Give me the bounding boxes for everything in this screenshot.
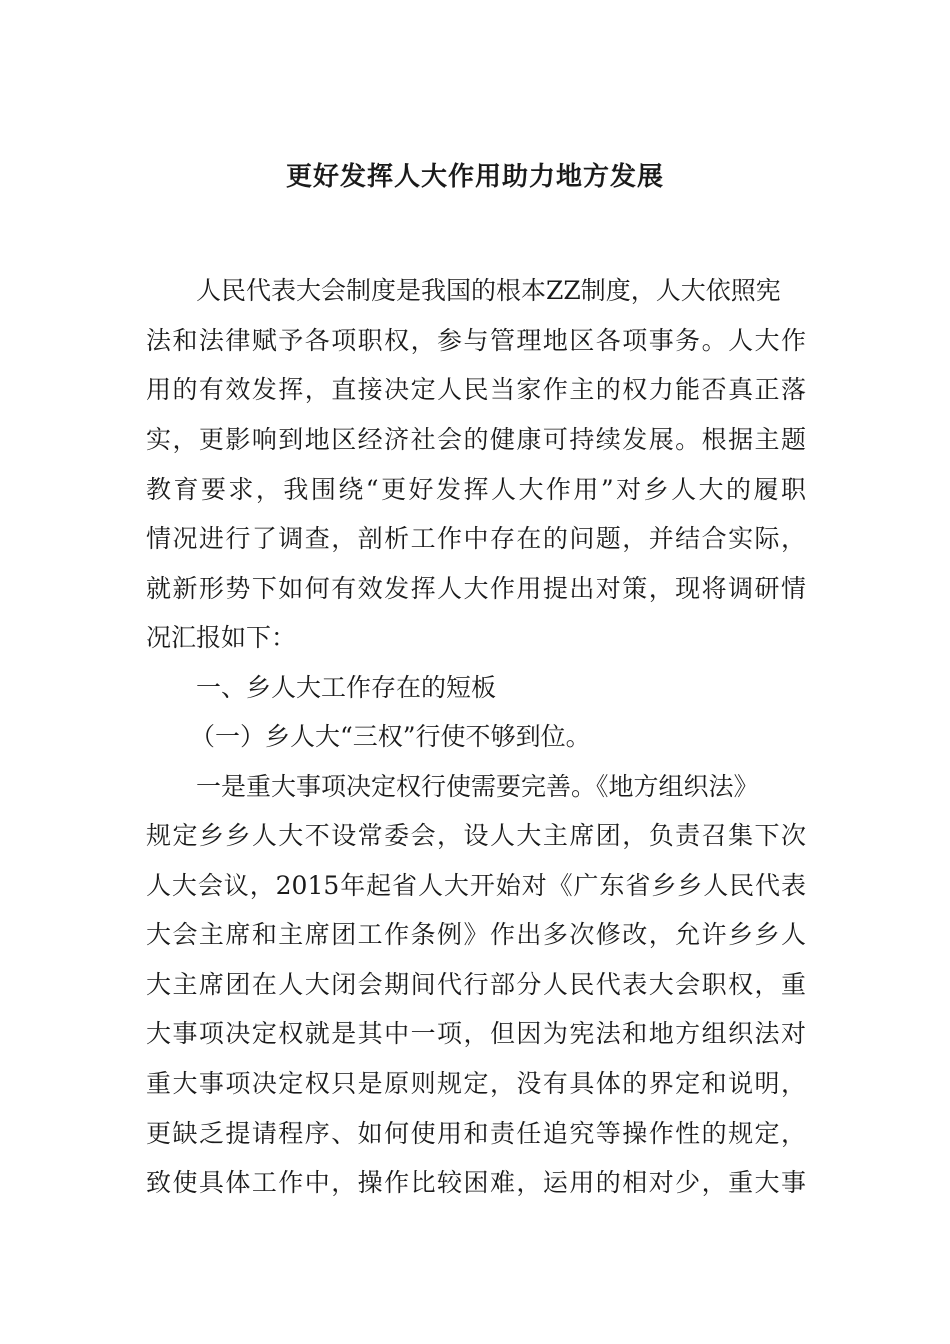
paragraph-line: 大会主席和主席团工作条例》作出多次修改，允许乡乡人 [146,920,806,949]
paragraph-line: 法和法律赋予各项职权，参与管理地区各项事务。人大作 [146,326,806,355]
paragraph-line: 就新形势下如何有效发挥人大作用提出对策，现将调研情 [146,574,806,603]
paragraph-line: 用的有效发挥，直接决定人民当家作主的权力能否真正落 [146,375,806,404]
paragraph-line: 重大事项决定权只是原则规定，没有具体的界定和说明， [146,1069,806,1098]
paragraph-line: 致使具体工作中，操作比较困难，运用的相对少，重大事 [146,1168,806,1197]
paragraph-line: 一是重大事项决定权行使需要完善。《地方组织法》 [196,772,759,801]
paragraph-line: 人大会议，2015年起省人大开始对《广东省乡乡人民代表 [146,871,806,900]
paragraph-line: 人民代表大会制度是我国的根本ZZ制度，人大依照宪 [196,276,781,305]
section-heading: 一、乡人大工作存在的短板 [196,673,497,702]
paragraph-line: 更缺乏提请程序、如何使用和责任追究等操作性的规定， [146,1119,806,1148]
paragraph-line: 教育要求，我围绕“更好发挥人大作用”对乡人大的履职 [146,475,806,504]
paragraph-line: 实，更影响到地区经济社会的健康可持续发展。根据主题 [146,425,806,454]
paragraph-line: 规定乡乡人大不设常委会，设人大主席团，负责召集下次 [146,821,806,850]
document-title: 更好发挥人大作用助力地方发展 [285,162,664,192]
paragraph-line: 大主席团在人大闭会期间代行部分人民代表大会职权，重 [146,970,806,999]
subsection-heading: （一）乡人大“三权”行使不够到位。 [190,722,591,751]
paragraph-line: 况汇报如下： [146,623,297,652]
paragraph-line: 情况进行了调查，剖析工作中存在的问题，并结合实际， [146,524,806,553]
paragraph-line: 大事项决定权就是其中一项，但因为宪法和地方组织法对 [146,1019,806,1048]
